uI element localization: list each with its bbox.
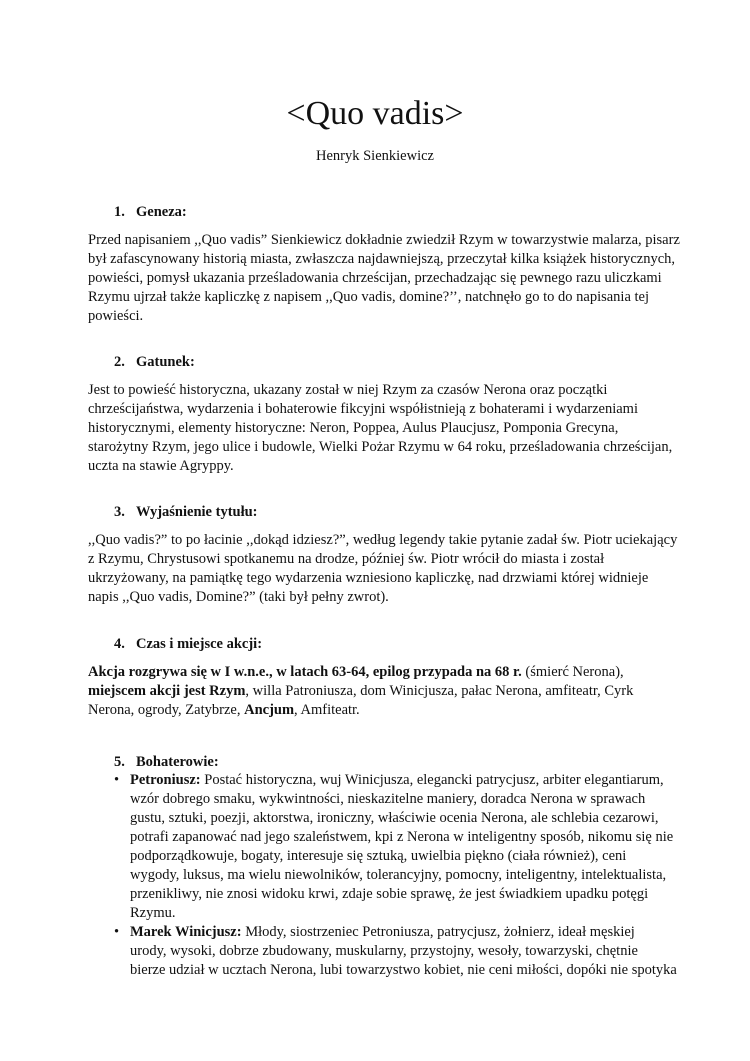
text-line: chrześcijaństwa, wydarzenia i bohaterowie fikcyjni współistnieją z bohaterami i wydarzeniami	[88, 401, 638, 417]
plain-text: (śmierć Nerona),	[521, 664, 624, 680]
bold-text: Ancjum	[244, 702, 295, 718]
text-line: Rzymu ujrzał także kapliczkę z napisem ,,Quo vadis, domine?’’, natchnęło go to do napisania tej	[88, 289, 650, 305]
text-line	[88, 663, 668, 682]
section-title: Geneza:	[136, 204, 187, 220]
text-line: napis ,,Quo vadis, Domine?” (taki był pełny zwrot).	[88, 589, 389, 605]
text-line: powieści.	[88, 308, 144, 324]
bullet-mark: •	[114, 924, 120, 940]
text-line: urody, wysoki, dobrze zbudowany, muskularny, przystojny, wesoły, towarzyski, chętnie	[130, 943, 638, 959]
section-number: 3.	[114, 504, 125, 520]
section-heading-tytul	[114, 502, 258, 522]
text-line: przenikliwy, nie znosi widoku krwi, zdaje sobie sprawę, że jest świadkiem upadku potęgi	[130, 886, 649, 902]
document-author: Henryk Sienkiewicz	[316, 148, 434, 164]
document-title: <Quo vadis>	[286, 95, 464, 132]
section-title: Wyjaśnienie tytułu:	[136, 504, 258, 520]
text-line: ukrzyżowany, na pamiątkę tego wydarzenia wzniesiono kapliczkę, nad drzwiami której widnieje	[88, 570, 649, 586]
characters-list	[88, 771, 678, 980]
text-line	[88, 701, 668, 720]
text-line: z Rzymu, Chrystusowi spotkanemu na drodze, później św. Piotr wrócił do miasta i został	[88, 551, 605, 567]
character-name: Marek Winicjusz:	[130, 924, 242, 940]
text-line: gustu, sztuki, poezji, aktorstwa, ironiczny, właściwie ocenia Nerona, ale schlebia cezarowi,	[130, 810, 659, 826]
plain-text: , Amfiteatr.	[294, 702, 360, 718]
plain-text: Postać historyczna, wuj Winicjusza, elegancki patrycjusz, arbiter elegantiarum,	[200, 772, 664, 788]
text-line: historycznymi, elementy historyczne: Neron, Poppea, Aulus Plaucjusz, Pomponia Grecyna,	[88, 420, 619, 436]
section-heading-czas-miejsce	[114, 634, 262, 654]
text-line: potrafi zapanować nad jego szaleństwem, kpi z Nerona w inteligentny sposób, nikomu się nie	[130, 829, 674, 845]
section-title: Gatunek:	[136, 354, 195, 370]
section-paragraph-czas-miejsce	[88, 663, 668, 720]
text-line: Przed napisaniem ,,Quo vadis” Sienkiewicz dokładnie zwiedził Rzym w towarzystwie malarza, pisarz	[88, 232, 680, 248]
bullet-mark: •	[114, 772, 120, 788]
text-line: podporządkowuje, bogaty, interesuje się sztuką, uwielbia piękno (ciała również), ceni	[130, 848, 627, 864]
plain-text: , willa Patroniusza, dom Winicjusza, pałac Nerona, amfiteatr, Cyrk	[245, 683, 634, 699]
bold-text: miejscem akcji jest Rzym	[88, 683, 246, 699]
text-line: uczta na stawie Agryppy.	[88, 458, 234, 474]
plain-text: Młody, siostrzeniec Petroniusza, patrycjusz, żołnierz, ideał męskiej	[241, 924, 635, 940]
section-paragraph-tytul	[88, 531, 678, 607]
section-title: Czas i miejsce akcji:	[136, 636, 263, 652]
section-title: Bohaterowie:	[136, 754, 219, 770]
section-paragraph-gatunek	[88, 381, 673, 476]
text-line	[88, 682, 668, 701]
section-heading-geneza	[114, 202, 187, 222]
section-heading-bohaterowie	[114, 752, 219, 772]
text-line	[130, 923, 678, 942]
bold-text: Akcja rozgrywa się w I w.n.e., w latach 63-64, epilog przypada na 68 r.	[88, 664, 522, 680]
text-line: powieści, pomysł ukazania prześladowania chrześcijan, przechadzając się pewnego razu uliczkami	[88, 270, 662, 286]
text-line: bierze udział w ucztach Nerona, lubi towarzystwo kobiet, nie ceni miłości, dopóki nie spotyka	[130, 962, 677, 978]
text-line: Rzymu.	[130, 905, 176, 921]
section-paragraph-geneza	[88, 231, 680, 326]
section-heading-gatunek	[114, 352, 195, 372]
list-item	[88, 923, 678, 980]
text-line: Jest to powieść historyczna, ukazany został w niej Rzym za czasów Nerona oraz początki	[88, 382, 608, 398]
plain-text: Nerona, ogrody, Zatybrze,	[88, 702, 245, 718]
section-number: 5.	[114, 754, 125, 770]
text-line: był zafascynowany historią miasta, zwłaszcza najdawniejszą, przeczytał kilka książek historycznych,	[88, 251, 676, 267]
text-line: wygody, luksus, ma wielu niewolników, tolerancyjny, pomocny, inteligentny, intelektualista,	[130, 867, 667, 883]
list-item	[88, 771, 678, 923]
text-line	[130, 771, 678, 790]
section-number: 4.	[114, 636, 125, 652]
section-number: 1.	[114, 204, 125, 220]
section-number: 2.	[114, 354, 125, 370]
text-line: ,,Quo vadis?” to po łacinie ,,dokąd idziesz?”, według legendy takie pytanie zadał św. Piotr uciekający	[88, 532, 678, 548]
text-line: wzór dobrego smaku, wykwintności, nieskazitelne maniery, doradca Nerona w sprawach	[130, 791, 646, 807]
character-name: Petroniusz:	[130, 772, 201, 788]
text-line: starożytny Rzym, jego ulice i budowle, Wielki Pożar Rzymu w 64 roku, prześladowania chrześcijan,	[88, 439, 673, 455]
